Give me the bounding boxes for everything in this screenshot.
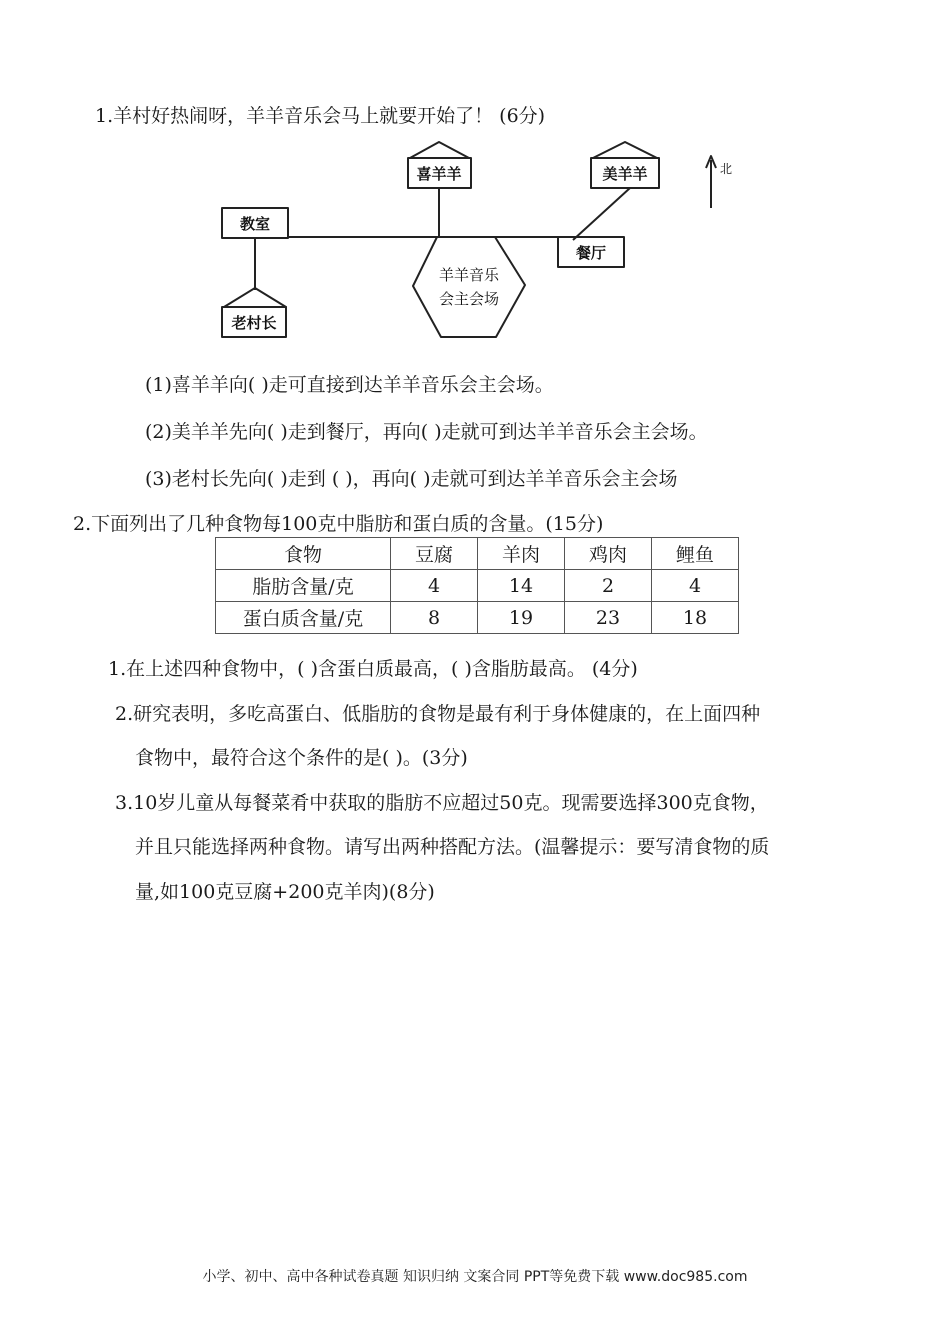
table-cell: 19: [478, 602, 565, 634]
q2-sub3-line3: 量,如100克豆腐+200克羊肉)(8分): [135, 881, 435, 903]
table-cell: 4: [391, 570, 478, 602]
table-cell: 18: [652, 602, 739, 634]
table-row: [216, 570, 739, 602]
concert-venue: [413, 237, 525, 337]
table-row: [216, 602, 739, 634]
q2-sub1: 1.在上述四种食物中，( )含蛋白质最高，( )含脂肪最高。 (4分): [108, 658, 638, 680]
q1-sub3: (3)老村长先向( )走到 ( )，再向( )走就可到达羊羊音乐会主会场: [145, 468, 678, 490]
table-cell: 2: [565, 570, 652, 602]
header-cell: 羊肉: [478, 538, 565, 570]
q2-sub2-line1: 2.研究表明，多吃高蛋白、低脂肪的食物是最有利于身体健康的，在上面四种: [115, 703, 761, 725]
table-cell: 蛋白质含量/克: [216, 602, 391, 634]
header-cell: 食物: [216, 538, 391, 570]
table-cell: 8: [391, 602, 478, 634]
north-label: 北: [719, 162, 733, 176]
xiyangyang-roof: [410, 142, 469, 158]
table-cell: 14: [478, 570, 565, 602]
xiyangyang-label: 喜羊羊: [416, 165, 462, 183]
nutrition-table: [215, 537, 739, 634]
header-cell: 豆腐: [391, 538, 478, 570]
table-cell: 脂肪含量/克: [216, 570, 391, 602]
q2-sub2-line2: 食物中，最符合这个条件的是( )。(3分): [135, 747, 468, 769]
q2-title: 2.下面列出了几种食物每100克中脂肪和蛋白质的含量。(15分): [73, 513, 604, 535]
q1-sub1: (1)喜羊羊向( )走可直接到达羊羊音乐会主会场。: [145, 374, 554, 396]
sheep-village-map: [215, 140, 745, 350]
header-cell: 鲤鱼: [652, 538, 739, 570]
venue-label-2: 会主会场: [438, 290, 500, 308]
table-header-row: [216, 538, 739, 570]
header-cell: 鸡肉: [565, 538, 652, 570]
classroom-label: 教室: [239, 215, 271, 233]
q2-sub3-line2: 并且只能选择两种食物。请写出两种搭配方法。(温馨提示：要写清食物的质: [135, 836, 770, 858]
village-chief-label: 老村长: [231, 314, 277, 332]
q2-sub3-line1: 3.10岁儿童从每餐菜肴中获取的脂肪不应超过50克。现需要选择300克食物，: [115, 792, 769, 814]
table-cell: 4: [652, 570, 739, 602]
q1-sub2: (2)美羊羊先向( )走到餐厅，再向( )走就可到达羊羊音乐会主会场。: [145, 421, 708, 443]
table-cell: 23: [565, 602, 652, 634]
q1-title: 1.羊村好热闹呀，羊羊音乐会马上就要开始了！ (6分): [95, 105, 546, 127]
venue-label-1: 羊羊音乐: [438, 266, 500, 284]
restaurant-label: 餐厅: [575, 244, 607, 262]
meiyangyang-label: 美羊羊: [602, 165, 648, 183]
page-footer: 小学、初中、高中各种试卷真题 知识归纳 文案合同 PPT等免费下载 www.doc985.com: [202, 1269, 748, 1285]
